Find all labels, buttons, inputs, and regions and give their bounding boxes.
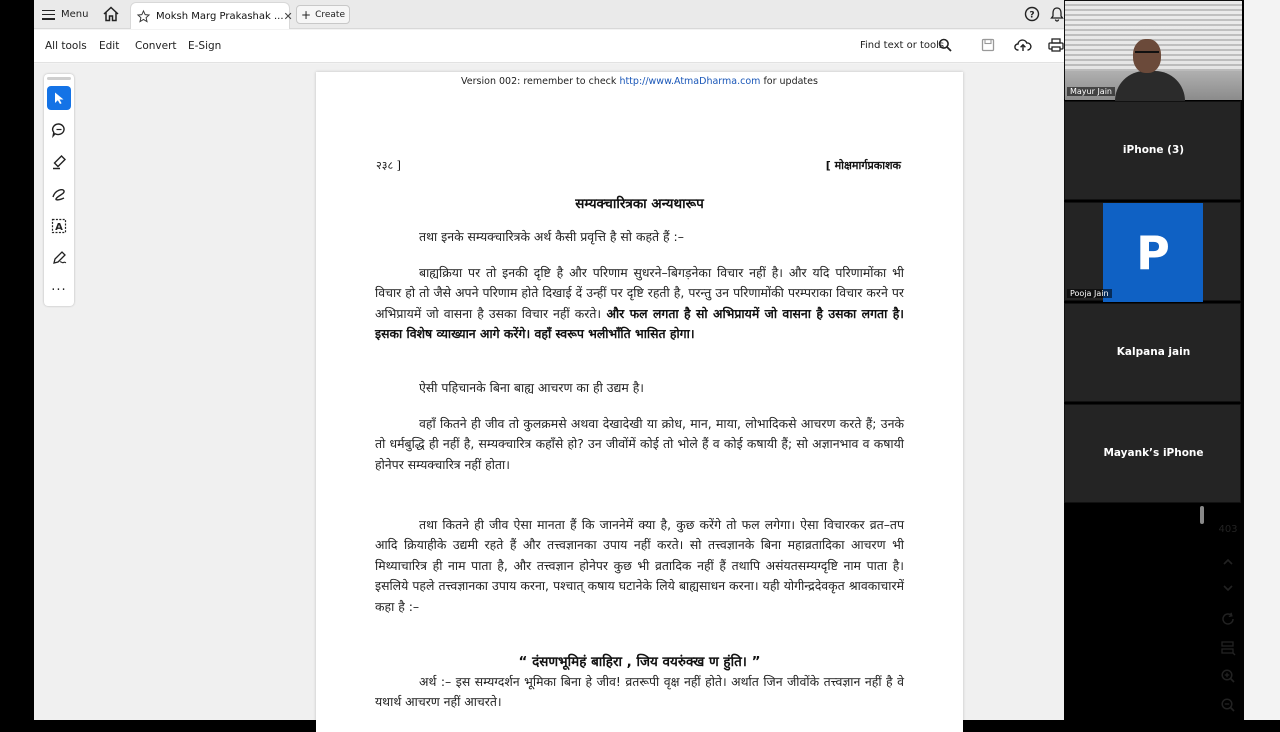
version-banner bbox=[316, 76, 963, 87]
participant-name: Kalpana jain bbox=[1116, 346, 1191, 358]
text-box-icon bbox=[51, 218, 67, 234]
plus-icon: + bbox=[301, 7, 312, 22]
right-nav-strip bbox=[1244, 0, 1280, 720]
camera-feed bbox=[1065, 1, 1242, 100]
drag-handle[interactable] bbox=[47, 77, 71, 80]
pdf-page bbox=[316, 72, 963, 732]
refresh-icon[interactable] bbox=[1220, 611, 1236, 627]
paragraph-text: बाह्यक्रिया पर तो इनकी दृष्टि है और परिणाम सुधरने–बिगड़नेका विचार नहीं है। और यदि परिणामोंका भी विचार हो तो जैसे अपने परिणाम होते दिखाई दें उन्हीं पर दृष्टि रहती है, परन्तु उन परिणामोंकी परम्पराका विचार करने पर अभिप्रायमें जो वासना है उसका विचार नहीं करते। bbox=[375, 265, 904, 321]
print-icon[interactable] bbox=[1048, 38, 1064, 52]
tab-title: Moksh Marg Prakashak ... bbox=[156, 10, 284, 22]
comment-icon bbox=[51, 122, 67, 138]
paragraph-bold-text: और फल लगता है सो अभिप्रायमें जो वासना है उसका लगता है। इसका विशेष व्याख्यान आगे करेंगे। वहाँ स्वरूप भलीभाँति भासित होगा। bbox=[375, 305, 904, 342]
chevron-up-icon[interactable] bbox=[1220, 554, 1236, 570]
left-frame bbox=[0, 0, 34, 720]
freehand-icon bbox=[51, 186, 67, 202]
hamburger-icon bbox=[42, 10, 55, 20]
participant-name-label: Pooja Jain bbox=[1067, 289, 1112, 298]
comment-tool[interactable] bbox=[47, 118, 71, 142]
highlight-tool[interactable] bbox=[47, 150, 71, 174]
document-workspace bbox=[34, 64, 1064, 720]
participant-name: Mayank’s iPhone bbox=[1103, 447, 1204, 459]
atmadharma-link[interactable]: http://www.AtmaDharma.com bbox=[619, 76, 761, 87]
close-icon[interactable]: ✕ bbox=[283, 9, 293, 23]
highlighter-icon bbox=[51, 154, 67, 170]
paragraph-recognition: ऐसी पहिचानके बिना बाह्य आचरण का ही उद्यम है। bbox=[419, 380, 645, 395]
participant-tile-avatar[interactable] bbox=[1064, 202, 1241, 301]
esign-menu[interactable]: E-Sign bbox=[188, 40, 222, 52]
find-text-label[interactable]: Find text or tools bbox=[860, 40, 945, 51]
save-icon[interactable] bbox=[981, 38, 995, 52]
scripture-quote: “ दंसणभूमिहं बाहिरा , जिय वयरुंक्ख ण हुंति। ” bbox=[518, 654, 761, 670]
edit-menu[interactable]: Edit bbox=[99, 40, 120, 52]
cloud-upload-icon[interactable] bbox=[1014, 38, 1032, 52]
participant-tile[interactable] bbox=[1064, 101, 1241, 200]
help-icon[interactable] bbox=[1024, 6, 1040, 22]
version-suffix: for updates bbox=[760, 76, 818, 87]
bell-icon[interactable] bbox=[1050, 6, 1064, 22]
search-icon[interactable] bbox=[938, 38, 952, 52]
cursor-icon bbox=[52, 91, 66, 105]
zoom-in-icon[interactable] bbox=[1220, 668, 1236, 684]
participant-tile-video[interactable] bbox=[1064, 0, 1241, 99]
page-number: २३८ ] bbox=[376, 159, 401, 172]
svg-text:A: A bbox=[55, 222, 63, 233]
tab-document[interactable] bbox=[130, 2, 293, 29]
zoom-out-icon[interactable] bbox=[1220, 697, 1236, 713]
person-glasses bbox=[1135, 51, 1159, 57]
participant-name-label: Mayur Jain bbox=[1067, 87, 1115, 96]
main-toolbar bbox=[34, 30, 1064, 63]
paragraph-tattvagyan: तथा कितने ही जीव ऐसा मानता हैं कि जाननेमें क्या है, कुछ करेंगे तो फल लगेगा। ऐसा विचारकर व्रत–तप आदि क्रियाहीके उद्यमी रहते हैं और तत्त्वज्ञानका उपाय नहीं करते। सो तत्त्वज्ञानके बिना महाव्रतादिका आचरण भी मिथ्याचारित्र ही नाम पाता है, और तत्त्वज्ञान होनेपर कुछ भी व्रतादिक नहीं हैं तथापि असंयतसम्यग्दृष्टि नाम पाता है। इसलिये पहले तत्त्वज्ञानका उपाय करना, पश्चात् कषाय घटानेके लिये बाह्यसाधन करना। यही योगीन्द्रदेवकृत श्रावकाचारमें कहा है :– bbox=[375, 517, 904, 614]
participant-tile[interactable] bbox=[1064, 404, 1241, 503]
quick-tools-rail bbox=[44, 74, 74, 306]
paragraph-meaning: अर्थ :– इस सम्यग्दर्शन भूमिका बिना हे जीव! व्रतरूपी वृक्ष नहीं होते। अर्थात जिन जीवोंके तत्त्वज्ञान नहीं है वे यथार्थ आचरण नहीं आचरते। bbox=[375, 674, 904, 710]
paragraph-external-conduct bbox=[375, 263, 904, 345]
create-label: Create bbox=[315, 9, 345, 20]
paragraph-family-tradition: वहाँ कितने ही जीव तो कुलक्रमसे अथवा देखादेखी या क्रोध, मान, माया, लोभादिकसे आचरण करते हैं; उनके तो धर्मबुद्धि ही नहीं है, सम्यक्चारित्र कहाँसे हो? उन जीवोंमें कोई तो भोले हैं व कोई कषायी हैं; सो अज्ञानभाव व कषायी होनेपर सम्यक्चारित्र नहीं होता। bbox=[375, 416, 904, 472]
scrollbar-thumb[interactable] bbox=[1200, 506, 1204, 524]
tab-bar bbox=[34, 0, 1064, 29]
pdf-viewer-window bbox=[34, 0, 1064, 720]
page-layout-icon[interactable] bbox=[1220, 640, 1236, 656]
pen-sign-icon bbox=[51, 250, 67, 266]
menu-button[interactable] bbox=[42, 5, 88, 24]
chevron-down-icon[interactable] bbox=[1220, 580, 1236, 596]
participants-panel bbox=[1064, 0, 1244, 505]
section-heading: सम्यक्चारित्रका अन्यथारूप bbox=[575, 196, 704, 212]
star-icon[interactable] bbox=[137, 10, 150, 23]
create-button[interactable] bbox=[296, 5, 350, 24]
all-tools-menu[interactable]: All tools bbox=[45, 40, 87, 52]
participant-name: iPhone (3) bbox=[1122, 144, 1185, 156]
home-button[interactable] bbox=[102, 5, 122, 24]
version-prefix: Version 002: remember to check bbox=[461, 76, 620, 87]
more-icon: ··· bbox=[51, 282, 67, 298]
convert-menu[interactable]: Convert bbox=[135, 40, 177, 52]
more-tools-button[interactable] bbox=[47, 278, 71, 302]
text-box-tool[interactable] bbox=[47, 214, 71, 238]
paragraph-intro: तथा इनके सम्यक्चारित्रके अर्थ कैसी प्रवृत्ति है सो कहते हैं :– bbox=[419, 229, 684, 244]
home-icon bbox=[102, 5, 120, 23]
running-header: [ मोक्षमार्गप्रकाशक bbox=[825, 159, 901, 172]
menu-label: Menu bbox=[61, 9, 89, 20]
page-count: 403 bbox=[1218, 524, 1238, 535]
svg-text:?: ? bbox=[1029, 10, 1035, 21]
sign-tool[interactable] bbox=[47, 246, 71, 270]
select-tool[interactable] bbox=[47, 86, 71, 110]
avatar: P bbox=[1103, 203, 1203, 302]
participant-tile[interactable] bbox=[1064, 303, 1241, 402]
draw-tool[interactable] bbox=[47, 182, 71, 206]
